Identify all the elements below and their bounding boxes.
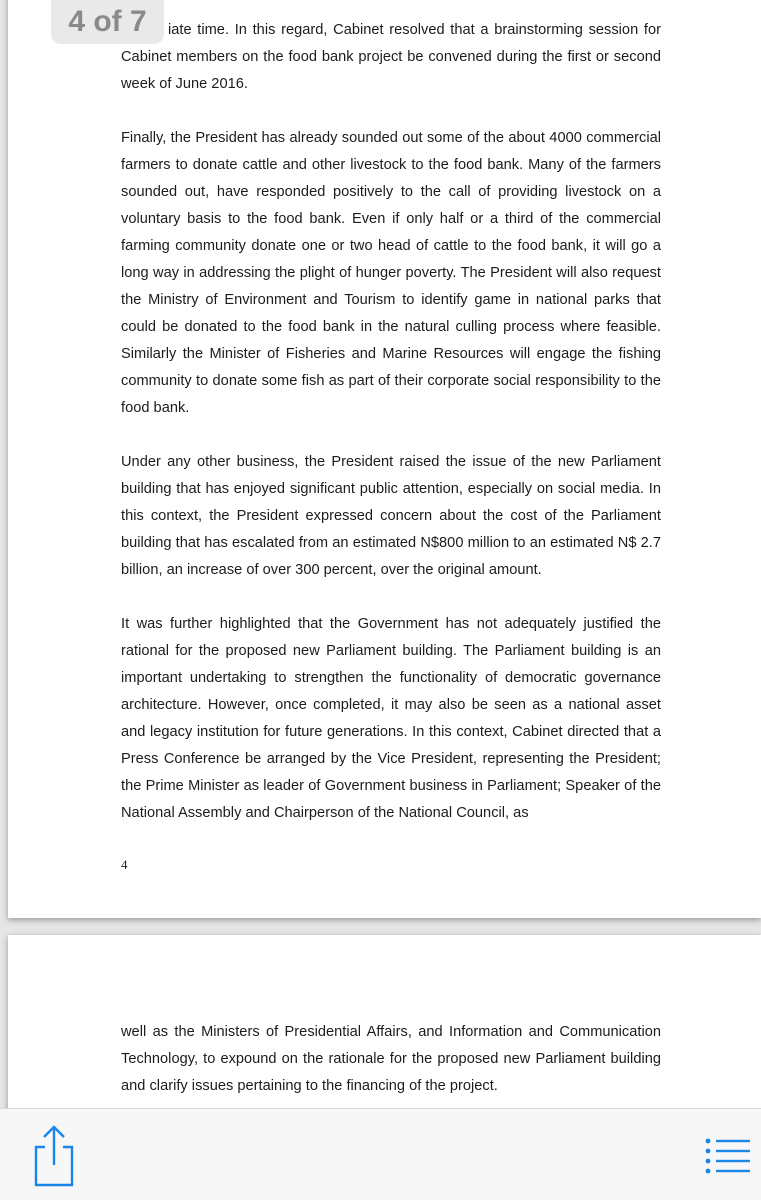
share-icon [28,1121,80,1189]
paragraph: well as the Ministers of Presidential Affairs, and Information and Communication Technology, to expound on the rationale for the proposed new Parliament building and clarify issues pertaining to the financing of the project. [121,1024,661,1094]
page-indicator: 4 of 7 [51,0,164,44]
share-button[interactable] [28,1121,80,1189]
page-text [121,17,661,854]
table-of-contents-button[interactable] [700,1135,754,1175]
paragraph: Finally, the President has already sounded out some of the about 4000 commercial farmers to donate cattle and other livestock to the food bank. Many of the farmers sounded out, have responded positively to the call of providing livestock on a voluntary basis to the food bank. Even if only half or a third of the commercial farming community donate one or two head of cattle to the food bank, it will go a long way in addressing the plight of hunger poverty. The President will also request the Ministry of Environment and Tourism to identify game in national parks that could be donated to the food bank in the natural culling process where feasible. Similarly the Minister of Fisheries and Marine Resources will engage the fishing community to donate some fish as part of their corporate social responsibility to the food bank. [121,130,661,416]
paragraph: iate time. In this regard, Cabinet resolved that a brainstorming session for Cabinet members on the food bank project be convened during the first or second week of June 2016. [121,22,661,92]
bottom-toolbar [0,1108,761,1200]
list-icon [700,1135,754,1175]
paragraph: Under any other business, the President raised the issue of the new Parliament building that has enjoyed significant public attention, especially on social media. In this context, the President expressed concern about the cost of the Parliament building that has escalated from an estimated N$800 million to an estimated N$ 2.7 billion, an increase of over 300 percent, over the original amount. [121,454,661,578]
paragraph: It was further highlighted that the Government has not adequately justified the rational for the proposed new Parliament building. The Parliament building is an important undertaking to strengthen the functionality of democratic governance architecture. However, once completed, it may also be seen as a national asset and legacy institution for future generations. In this context, Cabinet directed that a Press Conference be arranged by the Vice President, representing the President; the Prime Minister as leader of Government business in Parliament; Speaker of the National Assembly and Chairperson of the National Council, as [121,616,661,821]
document-page-4[interactable] [8,0,761,918]
page-number: 4 [121,857,128,872]
